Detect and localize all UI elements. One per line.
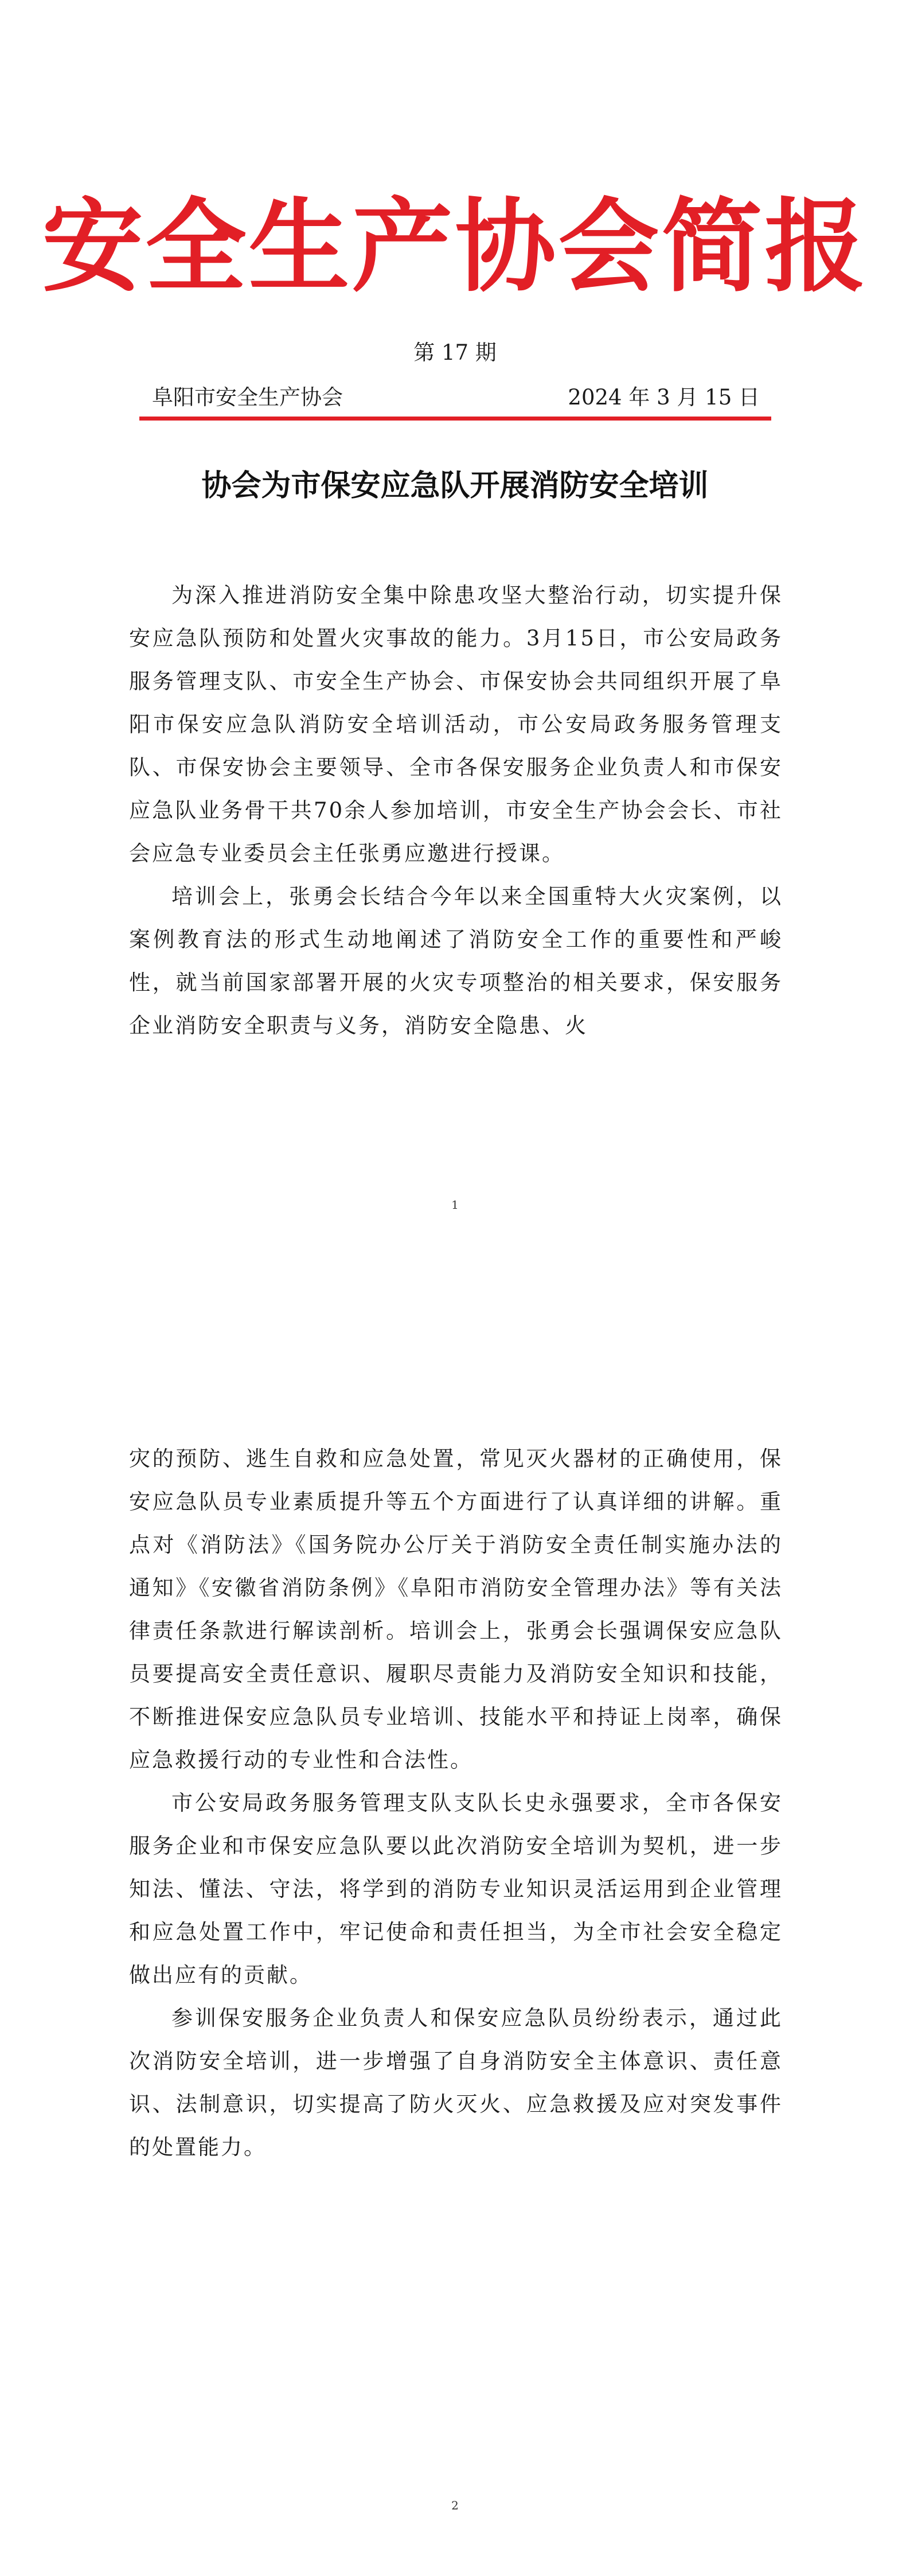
article-body-page-1: [129, 574, 783, 1153]
article-paragraph: 为深入推进消防安全集中除患攻坚大整治行动，切实提升保安应急队预防和处置火灾事故的能力。3月15日，市公安局政务服务管理支队、市安全生产协会、市保安协会共同组织开展了阜阳市保安应急队消防安全培训活动，市公安局政务服务管理支队、市保安协会主要领导、全市各保安服务企业负责人和市保安应急队业务骨干共70余人参加培训，市安全生产协会会长、市社会应急专业委员会主任张勇应邀进行授课。: [129, 583, 783, 866]
article-paragraph: 培训会上，张勇会长结合今年以来全国重特大火灾案例，以案例教育法的形式生动地阐述了消防安全工作的重要性和严峻性，就当前国家部署开展的火灾专项整治的相关要求，保安服务企业消防安全职责与义务，消防安全隐患、火: [129, 884, 783, 1038]
article-paragraph: 参训保安服务企业负责人和保安应急队员纷纷表示，通过此次消防安全培训，进一步增强了自身消防安全主体意识、责任意识、法制意识，切实提高了防火灭火、应急救援及应对突发事件的处置能力。: [129, 2006, 783, 2159]
publisher-name: 阜阳市安全生产协会: [152, 385, 343, 410]
bulletin-masthead: 安全生产协会简报: [42, 187, 868, 306]
masthead-divider: [139, 417, 771, 421]
page-number: 1: [451, 1198, 459, 1212]
article-body-page-2: [129, 1437, 783, 2412]
page-2: [0, 1288, 910, 2576]
article-title: 协会为市保安应急队开展消防安全培训: [201, 469, 709, 503]
article-paragraph-continuation: 灾的预防、逃生自救和应急处置，常见灭火器材的正确使用，保安应急队员专业素质提升等五个方面进行了认真详细的讲解。重点对《消防法》《国务院办公厅关于消防安全责任制实施办法的通知》《安徽省消防条例》《阜阳市消防安全管理办法》等有关法律责任条款进行解读剖析。培训会上，张勇会长强调保安应急队员要提高安全责任意识、履职尽责能力及消防安全知识和技能，不断推进保安应急队员专业培训、技能水平和持证上岗率，确保应急救援行动的专业性和合法性。: [129, 1446, 783, 1772]
page-number: 2: [451, 2499, 459, 2512]
bulletin-meta-row: [152, 383, 760, 412]
publish-date: 2024 年 3 月 15 日: [568, 385, 760, 410]
article-paragraph: 市公安局政务服务管理支队支队长史永强要求，全市各保安服务企业和市保安应急队要以此次消防安全培训为契机，进一步知法、懂法、守法，将学到的消防专业知识灵活运用到企业管理和应急处置工作中，牢记使命和责任担当，为全市社会安全稳定做出应有的贡献。: [129, 1791, 783, 1987]
issue-number: 第 17 期: [413, 340, 497, 365]
